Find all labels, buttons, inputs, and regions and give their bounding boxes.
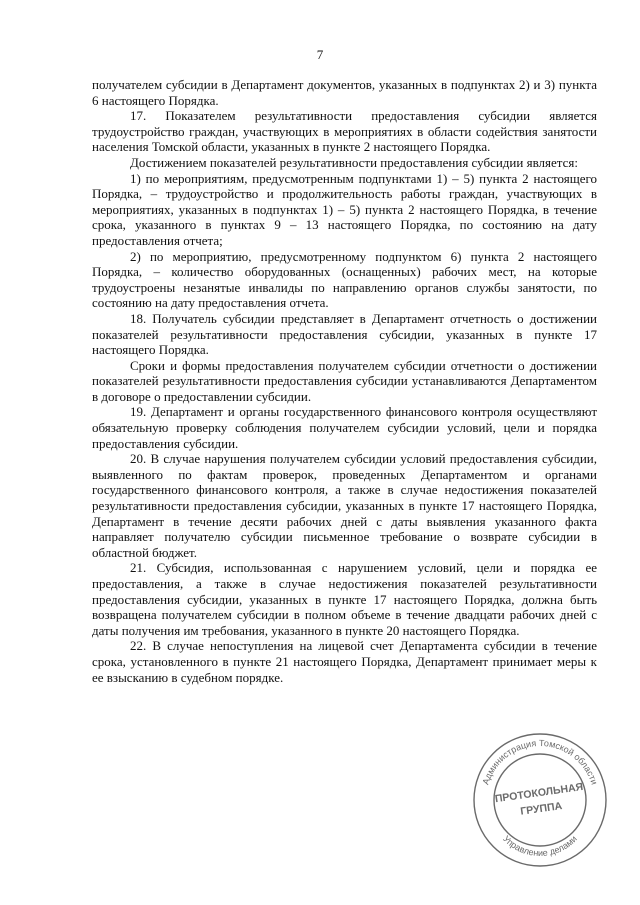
paragraph-22: 22. В случае непоступления на лицевой счет Департамента субсидии в течение срока, установленного в пункте 21 настоящего Порядка, Департамент принимает меры к ее взысканию в судебном порядке. — [92, 638, 597, 685]
paragraph-19: 19. Департамент и органы государственного финансового контроля осуществляют обязательную проверку соблюдения получателем субсидии условий, цели и порядка предоставления субсидии. — [92, 404, 597, 451]
document-body — [92, 77, 597, 685]
stamp-ring-top-text: Администрация Томской области — [480, 737, 600, 786]
paragraph-21: 21. Субсидия, использованная с нарушением условий, цели и порядка ее предоставления, а также в случае недостижения показателей результативности предоставления субсидии, указанных в пункте 17 настоящего Порядка, должна быть возвращена получателем субсидии в полном объеме в течение двадцати рабочих дней с даты получения им требования, указанного в пункте 20 настоящего Порядка. — [92, 560, 597, 638]
page-number: 7 — [316, 47, 324, 62]
official-stamp — [470, 730, 610, 870]
stamp-line-1: ПРОТОКОЛЬНАЯ — [494, 780, 584, 806]
paragraph-20: 20. В случае нарушения получателем субсидии условий предоставления субсидии, выявленного по фактам проверок, проведенных Департаментом и органами государственного финансового контроля, а также в случае недостижения показателей результативности предоставления субсидии, указанных в пункте 17 настоящего Порядка, Департамент в течение десяти рабочих дней с даты выявления указанного факта направляет получателю субсидии письменное требование о возврате субсидии в областной бюджет. — [92, 451, 597, 560]
paragraph-report-terms: Сроки и формы предоставления получателем субсидии отчетности о достижении показателей результативности предоставления субсидии устанавливаются Департаментом в договоре о предоставлении субсидии. — [92, 357, 597, 404]
paragraph-18: 18. Получатель субсидии представляет в Департамент отчетность о достижении показателей результативности предоставления субсидии, указанных в пункте 17 настоящего Порядка. — [92, 310, 597, 358]
stamp-ring-bottom-text: Управление делами — [501, 833, 579, 859]
stamp-rings — [474, 734, 606, 866]
paragraph-17: 17. Показателем результативности предоставления субсидии является трудоустройство граждан, участвующих в мероприятиях в области содействия занятости населения Томской области, указанных в пункте 2 настоящего Порядка. — [92, 108, 597, 155]
paragraph-item-2: 2) по мероприятию, предусмотренному подпунктом 6) пункта 2 настоящего Порядка, – количество оборудованных (оснащенных) рабочих мест, на которые трудоустроены незанятые инвалиды по направлению органов службы занятости, по состоянию на дату предоставления отчета. — [92, 248, 597, 311]
paragraph-continuation: получателем субсидии в Департамент документов, указанных в подпунктах 2) и 3) пункта 6 настоящего Порядка. — [92, 77, 597, 108]
paragraph-achievement-intro: Достижением показателей результативности предоставления субсидии является: — [130, 154, 578, 170]
stamp-line-2: ГРУППА — [519, 800, 563, 818]
paragraph-item-1: 1) по мероприятиям, предусмотренным подпунктами 1) – 5) пункта 2 настоящего Порядка, – трудоустройство и продолжительность работы граждан, участвующих в мероприятиях, указанных в подпунктах 1) – 5) пункта 2 настоящего Порядка, в течение срока, указанного в пунктах 9 – 13 настоящего Порядка, по состоянию на дату предоставления отчета; — [92, 170, 597, 248]
